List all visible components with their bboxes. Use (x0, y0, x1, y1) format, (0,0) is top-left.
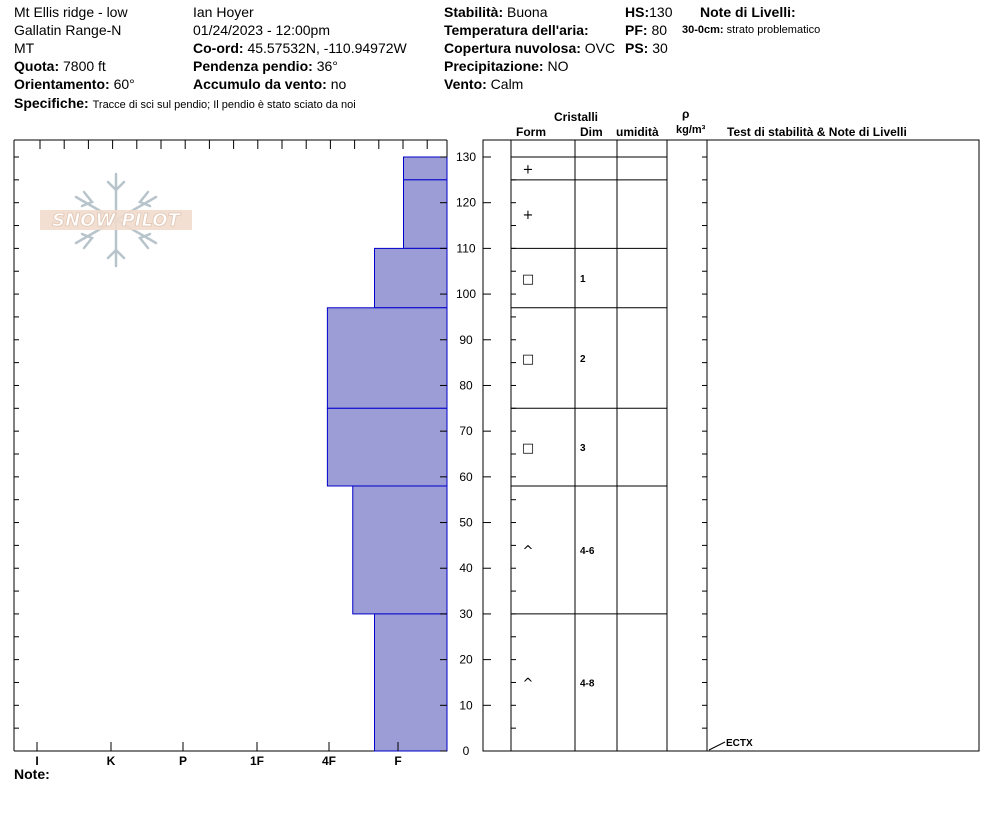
logo-text: SNOW PILOT (52, 210, 180, 231)
tests-notes-header: Test di stabilità & Note di Livelli (727, 125, 907, 139)
grain-size-2: 1 (580, 274, 586, 286)
hardness-bar-0 (404, 157, 448, 180)
ps-label: PS: (625, 40, 649, 56)
observer: Ian Hoyer (193, 4, 254, 20)
form-header: Form (516, 125, 546, 139)
wind-loading-value: no (330, 76, 347, 92)
hardness-bar-2 (375, 248, 448, 307)
grain-form-1: + (522, 208, 534, 224)
y-tick-label-30: 30 (459, 606, 473, 621)
aspect-value: 60° (113, 76, 135, 92)
y-tick-label-20: 20 (459, 652, 473, 667)
hardness-bar-3 (327, 308, 447, 409)
hardness-label-P: P (178, 754, 188, 768)
location-name: Mt Ellis ridge - low (14, 4, 128, 20)
elevation-label: Quota: (14, 58, 60, 74)
slope-label: Pendenza pendio: (193, 58, 313, 74)
hardness-label-4F: 4F (321, 754, 337, 768)
note-label: Note: (14, 766, 50, 782)
rho-header: ρ (682, 107, 690, 121)
y-tick-label-100: 100 (455, 287, 477, 302)
stability-label: Stabilità: (444, 4, 504, 20)
hardness-label-1F: 1F (249, 754, 265, 768)
cloud-label: Copertura nuvolosa: (444, 40, 581, 56)
hs-label: HS: (625, 4, 650, 20)
y-tick-label-90: 90 (459, 332, 473, 347)
y-tick-label-80: 80 (459, 378, 473, 393)
pf-value: 80 (651, 22, 668, 38)
stability-value: Buona (507, 4, 548, 20)
layer-notes-title: Note di Livelli: (700, 4, 796, 20)
wind-value: Calm (490, 76, 524, 92)
hardness-bar-4 (327, 408, 447, 486)
hardness-label-K: K (106, 754, 116, 768)
layer-table-frame (483, 140, 979, 751)
y-tick-label-130: 130 (455, 150, 477, 164)
slope-value: 36° (316, 58, 338, 74)
layer-note-depth: 30-0cm: (682, 24, 724, 36)
specifics-value: Tracce di sci sul pendio; Il pendio è stato sciato da noi (92, 99, 356, 111)
coords-label: Co-ord: (193, 40, 244, 56)
datetime: 01/24/2023 - 12:00pm (193, 22, 330, 38)
y-tick-label-70: 70 (459, 424, 473, 439)
grain-form-0: + (522, 162, 534, 178)
grain-form-3: □ (521, 352, 535, 368)
state-name: MT (14, 40, 35, 56)
precip-label: Precipitazione: (444, 58, 544, 74)
y-tick-label-10: 10 (459, 698, 473, 713)
grain-size-5: 4-6 (580, 545, 595, 557)
aspect-label: Orientamento: (14, 76, 110, 92)
wind-loading-label: Accumulo da vento: (193, 76, 327, 92)
y-tick-label-110: 110 (456, 241, 476, 256)
grain-size-4: 3 (580, 443, 586, 455)
specifics-label: Specifiche: (14, 95, 89, 111)
layer-note-text: strato problematico (726, 24, 821, 36)
test-pointer-0 (709, 742, 725, 750)
pf-label: PF: (625, 22, 648, 38)
grain-form-5: ^ (522, 543, 534, 559)
elevation-value: 7800 ft (63, 58, 106, 74)
hardness-bar-5 (353, 486, 447, 614)
cloud-value: OVC (584, 40, 616, 56)
range-name: Gallatin Range-N (14, 22, 122, 38)
coords-value: 45.57532N, -110.94972W (247, 40, 407, 56)
precip-value: NO (547, 58, 569, 74)
grain-size-3: 2 (580, 354, 586, 366)
hs-value: 130 (649, 4, 673, 20)
test-label-0: ECTX (726, 738, 753, 749)
y-tick-label-50: 50 (459, 515, 473, 530)
dim-header: Dim (580, 125, 603, 139)
grain-size-6: 4-8 (580, 678, 595, 690)
grain-form-4: □ (521, 441, 535, 457)
hardness-bar-1 (404, 180, 448, 249)
grain-form-2: □ (521, 272, 535, 288)
hardness-label-I: I (35, 754, 39, 768)
y-tick-label-60: 60 (459, 469, 473, 484)
crystals-header: Cristalli (554, 110, 599, 124)
ps-value: 30 (652, 40, 668, 56)
wind-label: Vento: (444, 76, 487, 92)
y-tick-label-0: 0 (462, 744, 470, 758)
density-unit-header: kg/m³ (676, 124, 706, 136)
moisture-header: umidità (616, 125, 659, 139)
hardness-bar-6 (375, 614, 448, 751)
grain-form-6: ^ (522, 676, 534, 692)
y-tick-label-40: 40 (459, 561, 473, 576)
y-tick-label-120: 120 (455, 195, 477, 210)
hardness-label-F: F (394, 754, 402, 768)
air-temp-label: Temperatura dell'aria: (444, 22, 589, 38)
